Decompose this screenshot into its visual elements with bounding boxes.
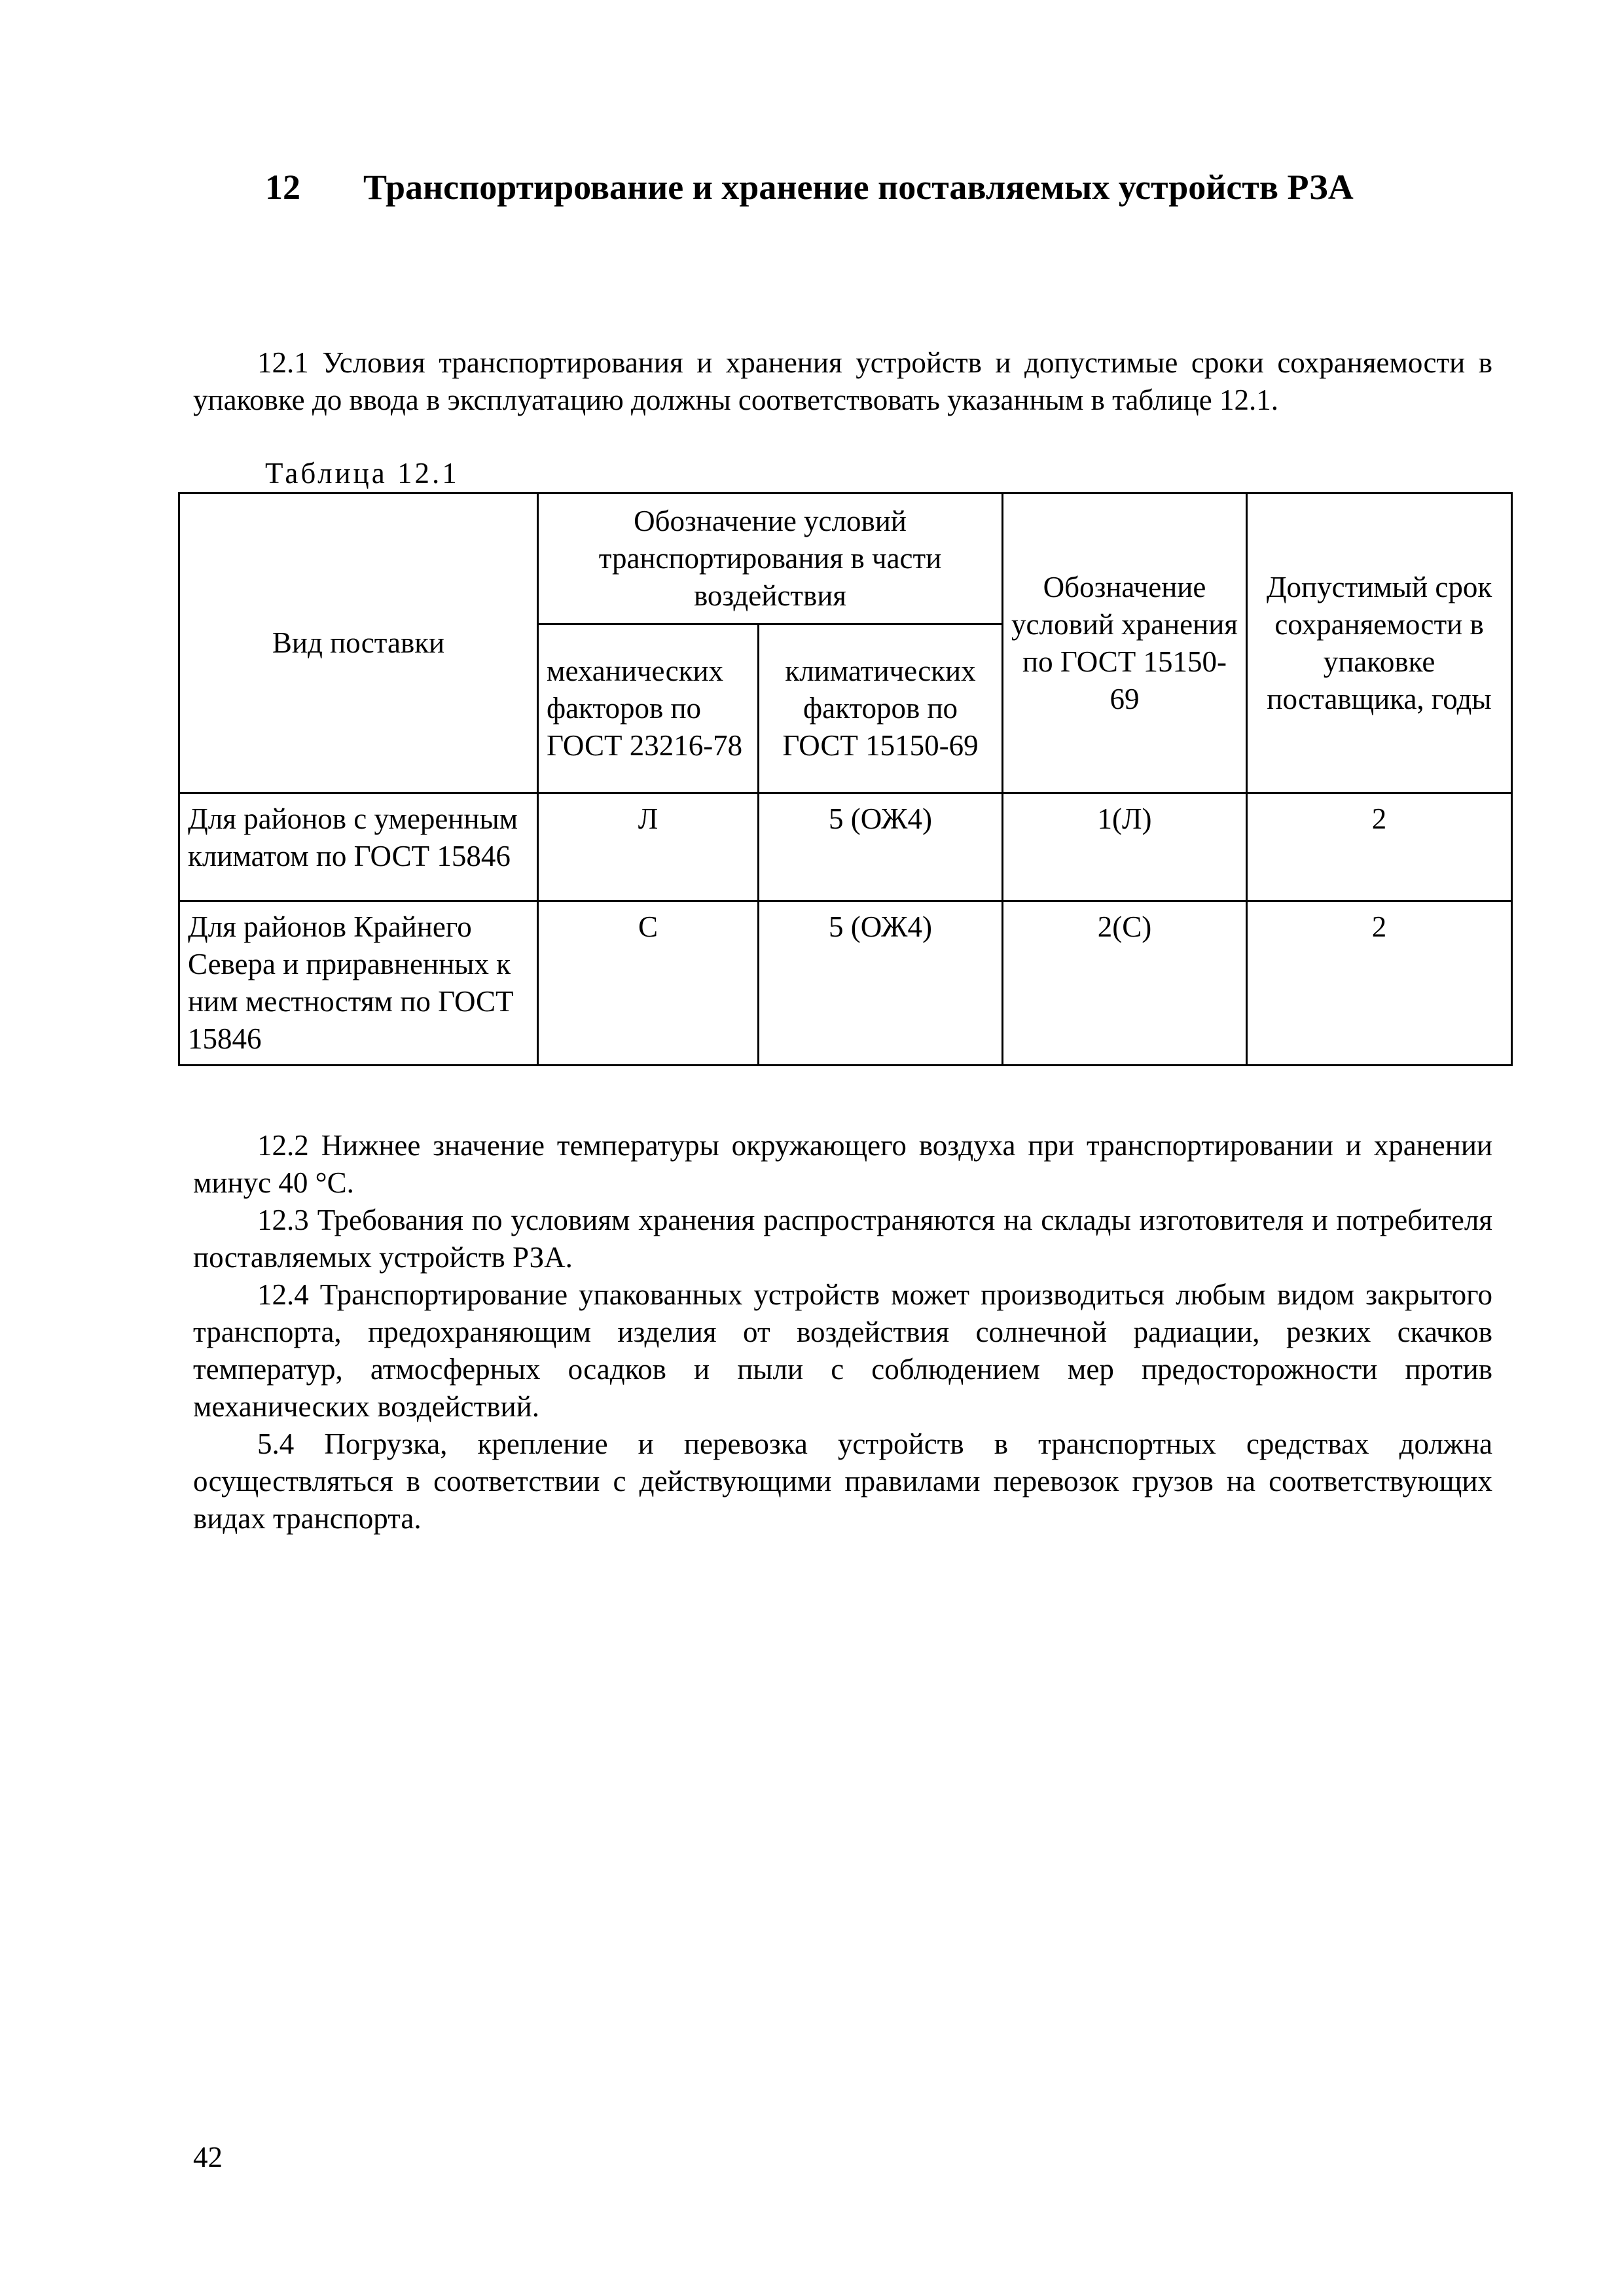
header-storage-conditions: Обозначение условий хранения по ГОСТ 15150-69 — [1003, 493, 1247, 793]
cell-shelf-life: 2 — [1247, 793, 1512, 901]
storage-conditions-table — [178, 492, 1513, 1066]
section-heading — [265, 167, 1509, 207]
cell-mechanical: С — [538, 901, 759, 1066]
table-row — [179, 793, 1512, 901]
section-title: Транспортирование и хранение поставляемых устройств РЗА — [363, 168, 1354, 207]
header-mechanical-factors: механических факторов по ГОСТ 23216-78 — [538, 624, 759, 793]
paragraph-12-1: 12.1 Условия транспортирования и хранения устройств и допустимые сроки сохраняемости в упаковке до ввода в эксплуатацию должны соответствовать указанным в таблице 12.1. — [193, 346, 1492, 416]
cell-shelf-life: 2 — [1247, 901, 1512, 1066]
cell-storage: 2(С) — [1003, 901, 1247, 1066]
cell-delivery: Для районов Крайнего Севера и приравненных к ним местностям по ГОСТ 15846 — [179, 901, 538, 1066]
section-number: 12 — [265, 168, 300, 207]
cell-storage: 1(Л) — [1003, 793, 1247, 901]
paragraph-12-2: 12.2 Нижнее значение температуры окружающего воздуха при транспортировании и хранении минус 40 °С. — [193, 1129, 1492, 1199]
cell-delivery: Для районов с умеренным климатом по ГОСТ 15846 — [179, 793, 538, 901]
cell-climatic: 5 (ОЖ4) — [759, 901, 1003, 1066]
table-row — [179, 901, 1512, 1066]
page-number: 42 — [193, 2141, 223, 2174]
header-delivery-type: Вид поставки — [179, 493, 538, 793]
paragraph-12-3: 12.3 Требования по условиям хранения распространяются на склады изготовителя и потребителя поставляемых устройств РЗА. — [193, 1204, 1492, 1274]
header-climatic-factors: климатических факторов по ГОСТ 15150-69 — [759, 624, 1003, 793]
paragraph-5-4: 5.4 Погрузка, крепление и перевозка устройств в транспортных средствах должна осуществляться в соответствии с действующими правилами перевозок грузов на соответствующих видах транспорта. — [193, 1427, 1492, 1535]
header-transport-conditions: Обозначение условий транспортирования в части воздействия — [538, 493, 1003, 624]
paragraph-12-4: 12.4 Транспортирование упакованных устройств может производиться любым видом закрытого транспорта, предохраняющим изделия от воздействия солнечной радиации, резких скачков температур, атмосферных осадков и пыли с соблюдением мер предосторожности против механических воздействий. — [193, 1278, 1492, 1423]
cell-mechanical: Л — [538, 793, 759, 901]
cell-climatic: 5 (ОЖ4) — [759, 793, 1003, 901]
table-caption: Таблица 12.1 — [265, 457, 460, 490]
header-shelf-life: Допустимый срок сохраняемости в упаковке поставщика, годы — [1247, 493, 1512, 793]
